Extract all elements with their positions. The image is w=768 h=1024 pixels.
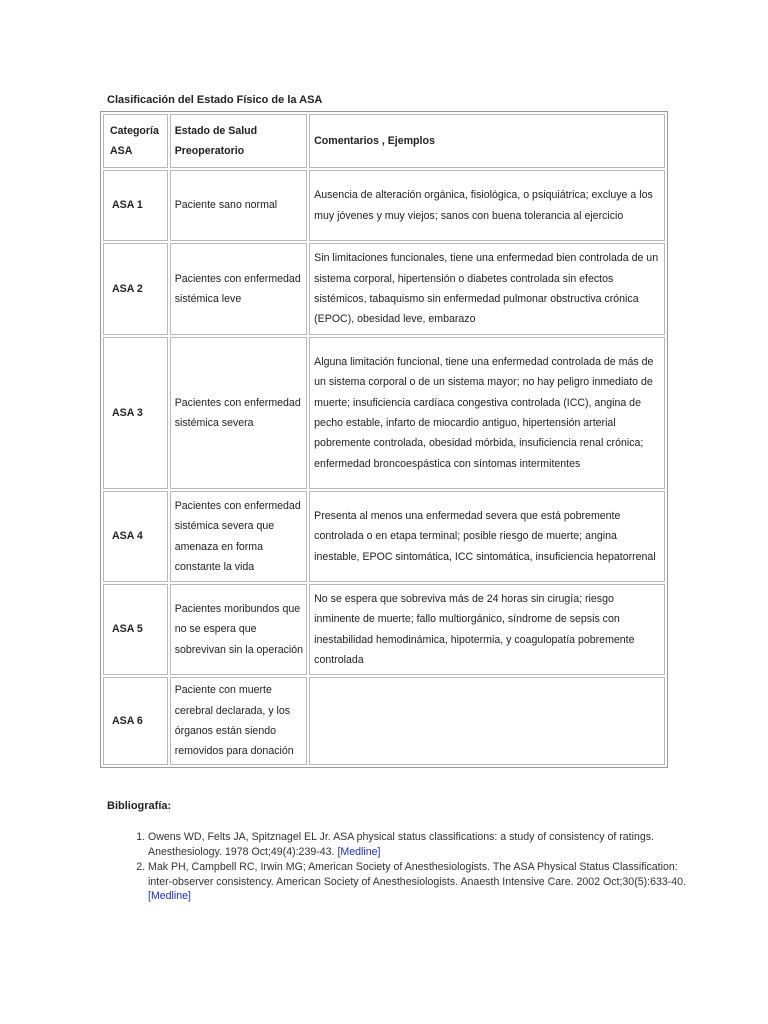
list-item (148, 860, 688, 904)
row-category: ASA 4 (103, 491, 168, 582)
row-category: ASA 2 (103, 243, 168, 335)
medline-link[interactable]: [Medline] (148, 890, 191, 902)
page-title: Clasificación del Estado Físico de la ASA (107, 94, 323, 106)
row-state: Pacientes moribundos que no se espera que sobrevivan sin la operación (170, 584, 307, 675)
row-state: Pacientes con enfermedad sistémica severa (170, 337, 307, 489)
row-comment: Alguna limitación funcional, tiene una enfermedad controlada de más de un sistema corporal o de un sistema mayor; no hay peligro inmediato de muerte; insuficiencia cardíaca congestiva controlada (ICC), angina de pecho estable, infarto de miocardio antiguo, hipertensión arterial pobremente controlada, obesidad mórbida, insuficiencia renal crónica; enfermedad broncoespástica con síntomas intermitentes (309, 337, 665, 489)
row-comment: No se espera que sobreviva más de 24 horas sin cirugía; riesgo inminente de muerte; fallo multiorgánico, síndrome de sepsis con inestabilidad hemodinámica, hipotermia, y coagulopatía pobremente controlada (309, 584, 665, 675)
table-row (103, 337, 665, 489)
row-state: Pacientes con enfermedad sistémica severa que amenaza en forma constante la vida (170, 491, 307, 582)
row-category: ASA 3 (103, 337, 168, 489)
table-header-row (103, 114, 665, 168)
reference-text: Owens WD, Felts JA, Spitznagel EL Jr. ASA physical status classifications: a study of consistency of ratings. Anesthesiology. 1978 Oct;49(4):239-43. (148, 831, 654, 858)
table-row (103, 243, 665, 335)
list-item (148, 830, 688, 859)
column-header-category: Categoría ASA (103, 114, 168, 168)
row-category: ASA 1 (103, 170, 168, 241)
row-comment: Sin limitaciones funcionales, tiene una enfermedad bien controlada de un sistema corporal, hipertensión o diabetes controlada sin efectos sistémicos, tabaquismo sin enfermedad pulmonar obstructiva crónica (EPOC), obesidad leve, embarazo (309, 243, 665, 335)
row-state: Paciente con muerte cerebral declarada, y los órganos están siendo removidos para donación (170, 677, 307, 765)
column-header-state: Estado de Salud Preoperatorio (170, 114, 307, 168)
row-comment: Ausencia de alteración orgánica, fisiológica, o psiquiátrica; excluye a los muy jóvenes y muy viejos; sanos con buena tolerancia al ejercicio (309, 170, 665, 241)
row-comment (309, 677, 665, 765)
reference-text: Mak PH, Campbell RC, Irwin MG; American Society of Anesthesiologists. The ASA Physical Status Classification: inter-observer consistency. American Society of Anesthesiologists. Anaesth Intensive Care. 2002 Oct;30(5):633-40. (148, 861, 687, 888)
row-category: ASA 6 (103, 677, 168, 765)
row-category: ASA 5 (103, 584, 168, 675)
row-comment: Presenta al menos una enfermedad severa que está pobremente controlada o en etapa terminal; posible riesgo de muerte; angina inestable, EPOC sintomática, ICC sintomática, insuficiencia hepatorrenal (309, 491, 665, 582)
bibliography-heading: Bibliografía: (107, 800, 172, 812)
table-row (103, 584, 665, 675)
row-state: Paciente sano normal (170, 170, 307, 241)
table-row (103, 491, 665, 582)
table-row (103, 170, 665, 241)
bibliography-list (128, 830, 688, 905)
asa-classification-table (100, 111, 668, 768)
table-row (103, 677, 665, 765)
row-state: Pacientes con enfermedad sistémica leve (170, 243, 307, 335)
medline-link[interactable]: [Medline] (337, 845, 381, 858)
column-header-comments: Comentarios , Ejemplos (309, 114, 665, 168)
